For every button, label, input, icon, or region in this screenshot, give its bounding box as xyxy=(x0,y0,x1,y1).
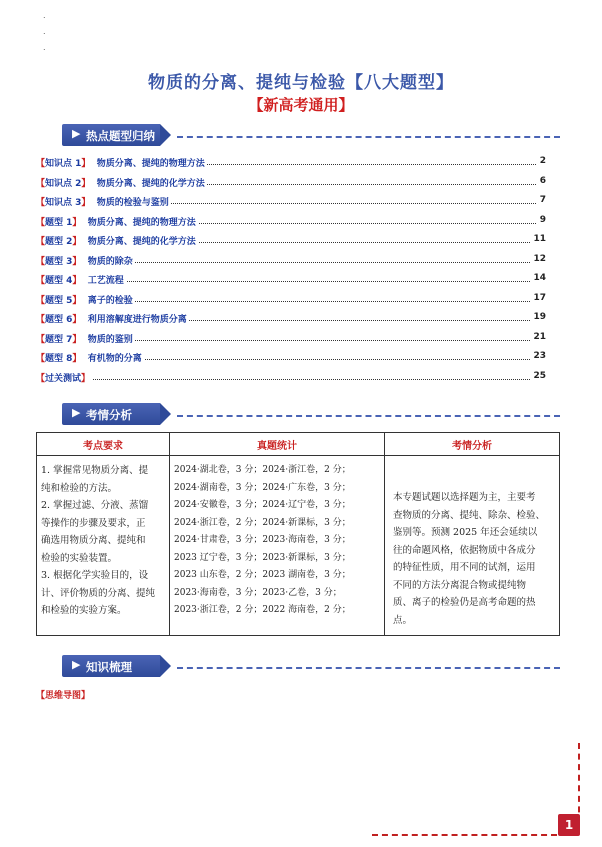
toc-entry[interactable]: 【题型 6】 利用溶解度进行物质分离 19 xyxy=(36,312,546,325)
header-dot: . xyxy=(43,27,46,36)
cell-line: 不同的方法分离混合物或提纯物 xyxy=(393,579,527,591)
toc-tag: 题型 6 xyxy=(45,315,73,325)
toc-title: 有机物的分离 xyxy=(87,354,142,364)
section-tab xyxy=(62,403,160,425)
toc-title: 物质的鉴别 xyxy=(87,334,133,345)
document-title: 物质的分离、提纯与检验【八大题型】 xyxy=(148,73,454,93)
cell-line: 本专题试题以选择题为主，主要考 xyxy=(393,492,536,503)
toc-entry[interactable]: 【题型 4】 工艺流程 14 xyxy=(36,273,546,286)
table-header: 考点要求 xyxy=(37,433,170,456)
toc-page: 14 xyxy=(533,273,546,283)
toc-page: 25 xyxy=(533,370,546,381)
toc-entry[interactable]: 【题型 3】 物质的除杂 12 xyxy=(36,253,546,267)
toc-tag: 知识点 2 xyxy=(45,178,82,189)
section-tab xyxy=(62,124,160,146)
toc-entry[interactable]: 【题型 8】 有机物的分离 23 xyxy=(36,351,546,364)
toc-page: 12 xyxy=(533,253,546,264)
play-arrow-icon: ▶ xyxy=(72,406,81,419)
toc-tag: 知识点 1 xyxy=(45,159,82,169)
toc-tag: 过关测试 xyxy=(45,373,82,384)
cell-line: 等操作的步骤及要求，正 xyxy=(41,517,146,529)
cell-line: 计、评价物质的分离、提纯 xyxy=(41,587,156,599)
cell-line: 点。 xyxy=(393,614,413,626)
dashed-divider xyxy=(177,136,560,138)
toc-tag: 题型 8 xyxy=(45,354,73,364)
table-row xyxy=(37,456,560,636)
cell-line: 检验的实验装置。 xyxy=(41,552,118,564)
cell-line: 2023 山东卷，2 分；2023 湖南卷，3 分； xyxy=(174,570,351,580)
cell-line: 2024·湖北卷，3 分；2024·浙江卷，2 分； xyxy=(174,465,351,475)
cell-line: 2024·安徽卷，3 分；2024·辽宁卷，3 分； xyxy=(174,500,351,510)
toc-page: 9 xyxy=(539,214,546,225)
cell-line: 2024·甘肃卷，3 分；2023·海南卷，3 分； xyxy=(174,535,351,545)
toc-page: 17 xyxy=(533,292,546,303)
toc-entry[interactable]: 【知识点 3】 物质的检验与鉴别 7 xyxy=(36,195,546,208)
toc-entry[interactable]: 【题型 2】 物质分离、提纯的化学方法 11 xyxy=(36,234,546,247)
cell-line: 3. 根据化学实验目的，设 xyxy=(41,570,149,581)
cell-line: 2024·湖南卷，3 分；2024·广东卷，3 分； xyxy=(174,482,351,493)
toc-tag: 题型 5 xyxy=(45,295,73,306)
corner-decoration-vertical xyxy=(578,743,580,823)
play-arrow-icon: ▶ xyxy=(72,658,81,671)
toc-tag: 知识点 3 xyxy=(45,198,82,208)
cell-line: 确选用物质分离、提纯和 xyxy=(41,535,146,546)
toc-title: 离子的检验 xyxy=(87,295,133,306)
dashed-divider xyxy=(177,667,560,669)
toc-entry[interactable]: 【知识点 2】 物质分离、提纯的化学方法 6 xyxy=(36,175,546,189)
toc-page: 21 xyxy=(533,331,546,342)
page-number: 1 xyxy=(558,814,580,836)
play-arrow-icon: ▶ xyxy=(72,127,81,140)
cell-line: 2023·浙江卷，2 分；2022 海南卷，2 分； xyxy=(174,605,351,615)
toc-page: 7 xyxy=(539,195,546,205)
cell-line: 纯和检验的方法。 xyxy=(41,482,118,494)
toc-tag: 题型 4 xyxy=(45,276,73,286)
toc-title: 物质的除杂 xyxy=(87,256,133,267)
table-header: 真题统计 xyxy=(170,433,385,456)
toc-page: 23 xyxy=(533,351,546,361)
document-subtitle: 【新高考通用】 xyxy=(248,96,354,114)
toc-tag: 题型 7 xyxy=(45,334,73,345)
toc-title: 物质分离、提纯的化学方法 xyxy=(96,178,205,189)
header-dot: . xyxy=(43,11,46,20)
mind-map-label: 【思维导图】 xyxy=(36,691,91,701)
toc-entry[interactable]: 【题型 7】 物质的鉴别 21 xyxy=(36,331,546,345)
exam-analysis-table xyxy=(36,432,560,636)
section-label: 热点题型归纳 xyxy=(86,129,155,143)
toc-title: 物质分离、提纯的物理方法 xyxy=(87,217,196,228)
table-header-row xyxy=(37,433,560,456)
cell-line: 和检验的实验方案。 xyxy=(41,605,127,616)
toc-entry[interactable]: 【题型 1】 物质分离、提纯的物理方法 9 xyxy=(36,214,546,228)
cell-line: 2024·浙江卷，2 分；2024·新课标，3 分； xyxy=(174,517,351,528)
table-header: 考情分析 xyxy=(385,433,560,456)
toc-title: 物质的检验与鉴别 xyxy=(96,198,169,208)
toc-entry[interactable]: 【知识点 1】 物质分离、提纯的物理方法 2 xyxy=(36,156,546,169)
cell-line: 1. 掌握常见物质分离、提 xyxy=(41,465,149,476)
toc-tag: 题型 2 xyxy=(45,237,73,247)
cell-line: 质、离子的检验仍是高考命题的热 xyxy=(393,597,536,608)
toc-tag: 题型 1 xyxy=(45,217,73,228)
cell-line: 2023 辽宁卷，3 分；2023·新课标，3 分； xyxy=(174,552,351,563)
header-dot: . xyxy=(43,43,46,52)
cell-line: 2023·海南卷，3 分；2023·乙卷，3 分； xyxy=(174,587,342,598)
analysis-cell xyxy=(385,456,560,636)
toc-page: 2 xyxy=(539,156,546,166)
dashed-divider xyxy=(177,415,560,417)
exam-stats-cell xyxy=(170,456,385,636)
toc-page: 6 xyxy=(539,175,546,186)
requirements-cell xyxy=(37,456,170,636)
toc-tag: 题型 3 xyxy=(45,256,73,267)
section-tab xyxy=(62,655,160,677)
cell-line: 2. 掌握过滤、分液、蒸馏 xyxy=(41,500,149,511)
toc-title: 物质分离、提纯的物理方法 xyxy=(96,159,205,169)
toc-title: 物质分离、提纯的化学方法 xyxy=(87,237,196,247)
toc-page: 19 xyxy=(533,312,546,322)
toc-title: 利用溶解度进行物质分离 xyxy=(87,315,187,325)
dot-leader xyxy=(36,379,536,380)
cell-line: 的特征性质，用不同的试剂，运用 xyxy=(393,562,536,573)
corner-decoration-horizontal xyxy=(372,834,557,836)
section-header-knowledge xyxy=(62,655,560,677)
cell-line: 查物质的分离、提纯、除杂、检验、 xyxy=(393,509,546,521)
cell-line: 鉴别等。预测 2025 年还会延续以 xyxy=(393,527,538,538)
section-label: 考情分析 xyxy=(86,408,132,422)
cell-line: 往的命题风格，依据物质中各成分 xyxy=(393,544,536,556)
toc-title: 工艺流程 xyxy=(87,276,124,286)
toc-page: 11 xyxy=(533,234,546,244)
toc-entry[interactable]: 【题型 5】 离子的检验 17 xyxy=(36,292,546,306)
section-label: 知识梳理 xyxy=(86,660,132,674)
toc-entry[interactable]: 【过关测试】 25 xyxy=(36,370,546,384)
section-header-hot-topics xyxy=(62,124,560,146)
section-header-exam-analysis xyxy=(62,403,560,425)
